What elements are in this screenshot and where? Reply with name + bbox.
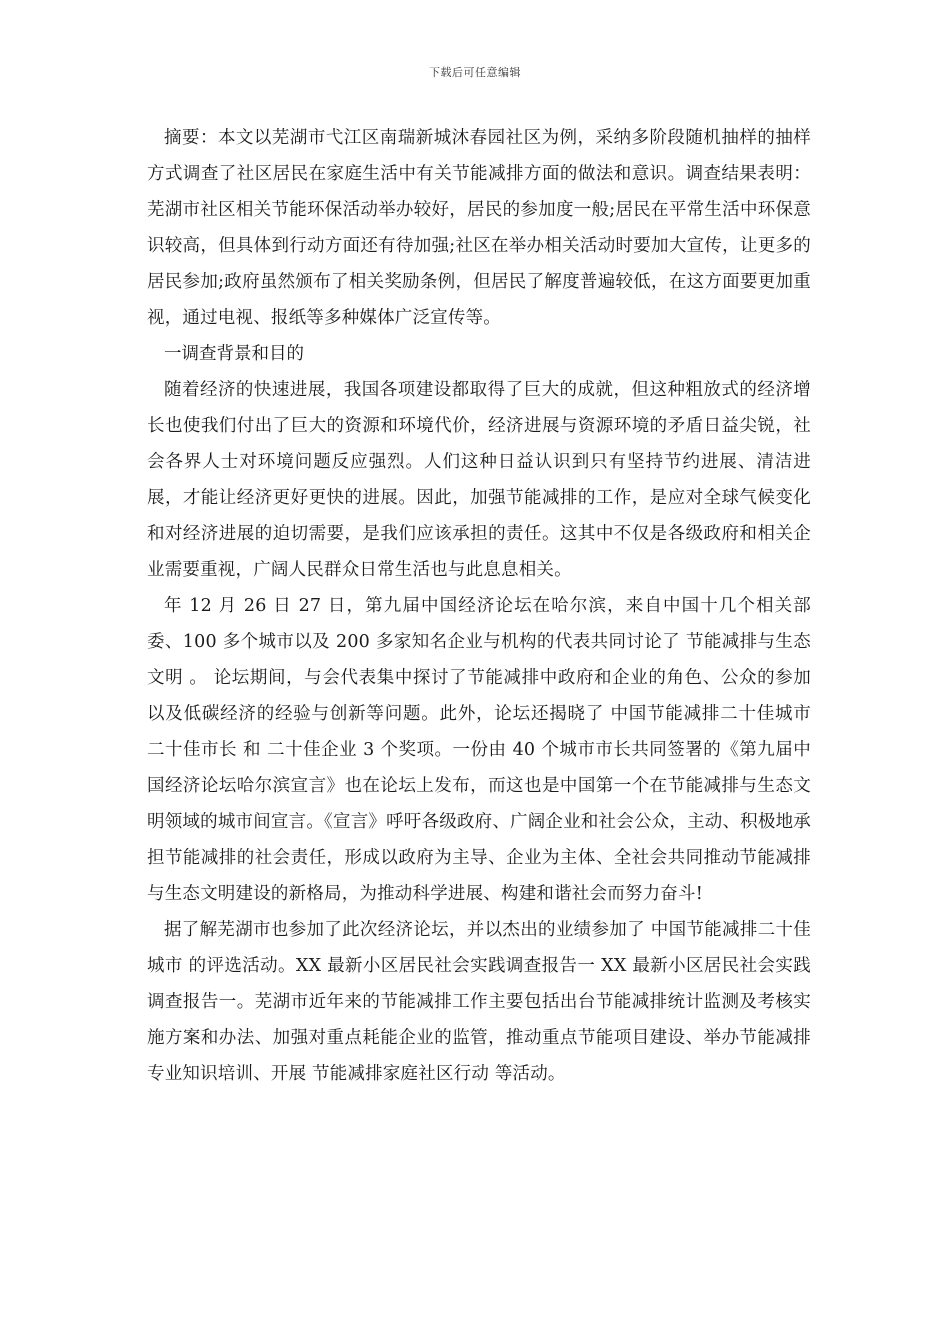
abstract-paragraph: 摘要：本文以芜湖市弋江区南瑞新城沐春园社区为例，采纳多阶段随机抽样的抽样方式调查了社区居民在家庭生活中有关节能减排方面的做法和意识。调查结果表明：芜湖市社区相关节能环保活动举办较好，居民的参加度一般;居民在平常生活中环保意识较高，但具体到行动方面还有待加强;社区在举办相关活动时要加大宣传，让更多的居民参加;政府虽然颁布了相关奖励条例，但居民了解度普遍较低，在这方面要更加重视，通过电视、报纸等多种媒体广泛宣传等。 xyxy=(147,128,811,328)
section-heading: 一调查背景和目的 xyxy=(164,344,304,364)
document-body xyxy=(147,120,811,1092)
wuhu-paragraph: 据了解芜湖市也参加了此次经济论坛，并以杰出的业绩参加了 中国节能减排二十佳城市 的评选活动。XX 最新小区居民社会实践调查报告一 XX 最新小区居民社会实践调查报告一。芜湖市近年来的节能减排工作主要包括出台节能减排统计监测及考核实施方案和办法、加强对重点耗能企业的监管，推动重点节能项目建设、举办节能减排专业知识培训、开展 节能减排家庭社区行动 等活动。 xyxy=(147,920,811,1084)
background-paragraph: 随着经济的快速进展，我国各项建设都取得了巨大的成就，但这种粗放式的经济增长也使我们付出了巨大的资源和环境代价，经济进展与资源环境的矛盾日益尖锐，社会各界人士对环境问题反应强烈。人们这种日益认识到只有坚持节约进展、清洁进展，才能让经济更好更快的进展。因此，加强节能减排的工作，是应对全球气候变化和对经济进展的迫切需要，是我们应该承担的责任。这其中不仅是各级政府和相关企业需要重视，广阔人民群众日常生活也与此息息相关。 xyxy=(147,380,811,580)
forum-paragraph: 年 12 月 26 日 27 日，第九届中国经济论坛在哈尔滨，来自中国十几个相关部委、100 多个城市以及 200 多家知名企业与机构的代表共同讨论了 节能减排与生态文明 。 论坛期间，与会代表集中探讨了节能减排中政府和企业的角色、公众的参加以及低碳经济的经验与创新等问题。此外，论坛还揭晓了 中国节能减排二十佳城市 二十佳市长 和 二十佳企业 3 个奖项。一份由 40 个城市市长共同签署的《第九届中国经济论坛哈尔滨宣言》也在论坛上发布，而这也是中国第一个在节能减排与生态文明领域的城市间宣言。《宣言》呼吁各级政府、广阔企业和社会公众，主动、积极地承担节能减排的社会责任，形成以政府为主导、企业为主体、全社会共同推动节能减排与生态文明建设的新格局，为推动科学进展、构建和谐社会而努力奋斗! xyxy=(147,596,811,904)
page-header: 下载后可任意编辑 xyxy=(429,66,521,79)
